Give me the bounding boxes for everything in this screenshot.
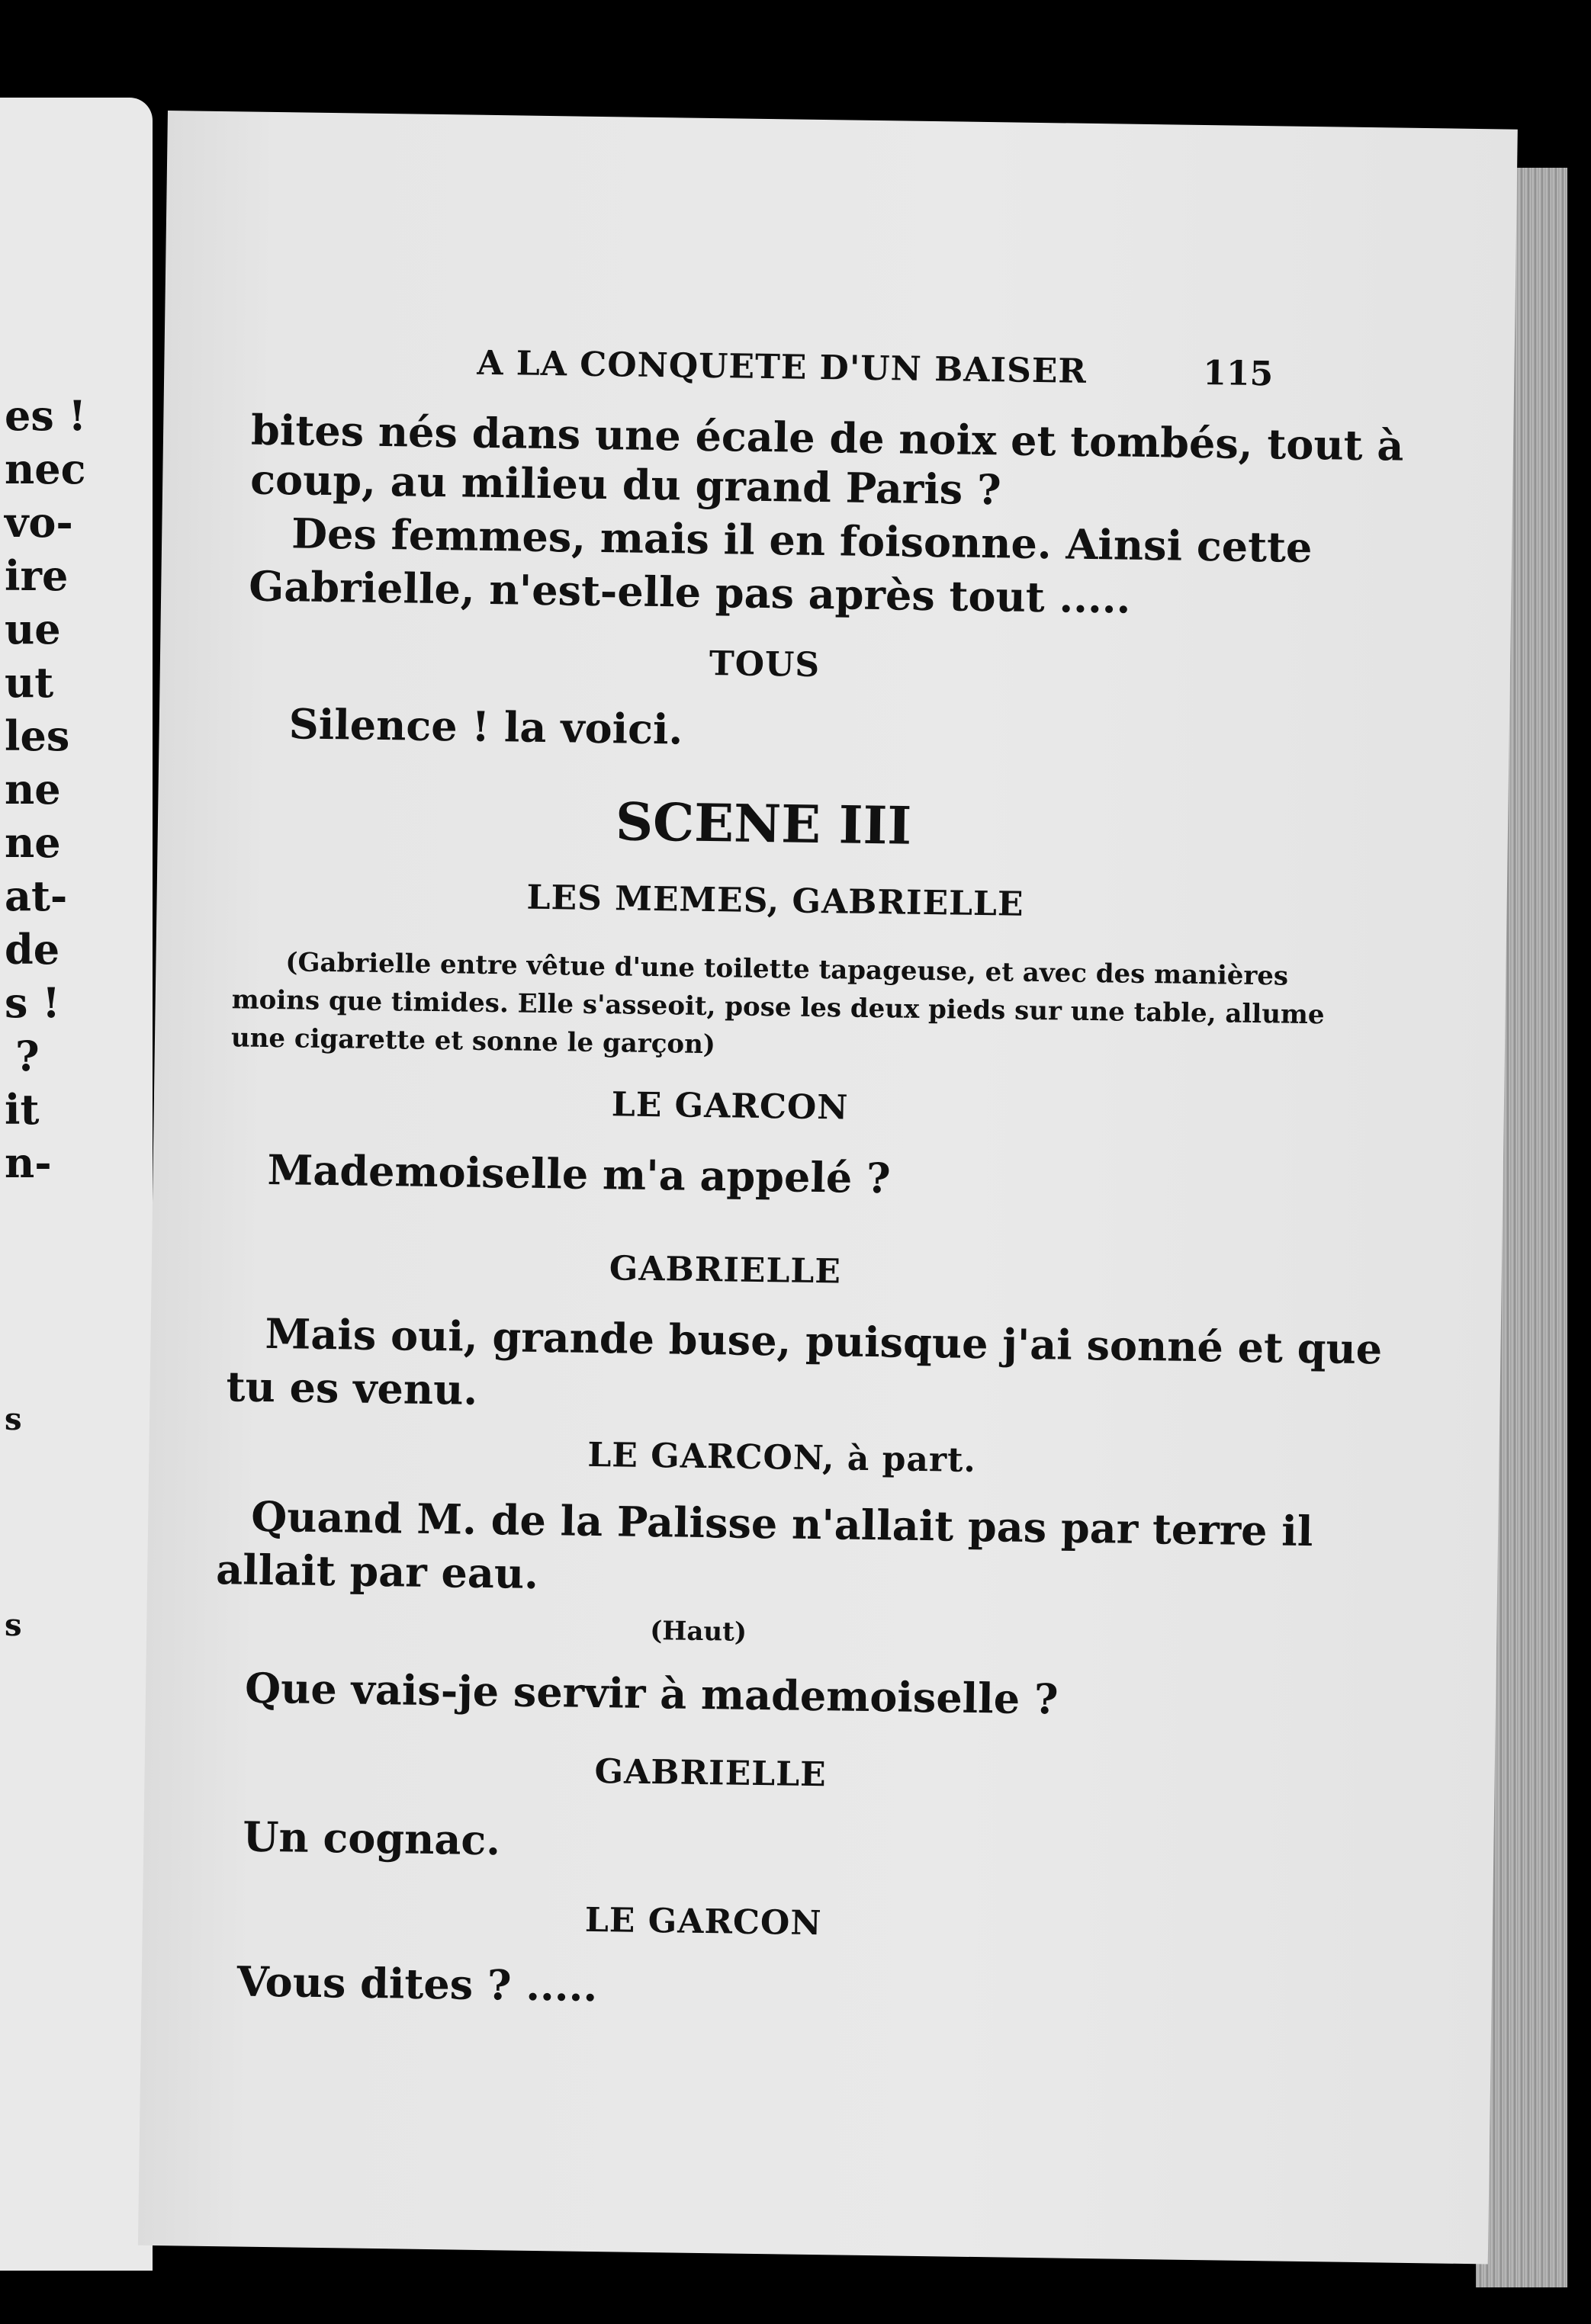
stage-direction: (Haut) — [649, 1616, 747, 1648]
dialogue-line: Quand M. de la Palisse n'allait pas par terre il — [250, 1491, 1313, 1556]
facing-page-fragment — [0, 98, 153, 2271]
fragment-text: s — [5, 1401, 22, 1437]
fragment-text: ? — [15, 1032, 40, 1080]
speaker-name: TOUS — [709, 644, 821, 685]
fragment-text: ire — [5, 551, 69, 600]
text-line: bites nés dans une écale de noix et tombés, tout à — [250, 405, 1404, 470]
fragment-text: it — [5, 1085, 40, 1134]
fragment-text: nec — [5, 445, 86, 493]
stage-direction: (Gabrielle entre vêtue d'une toilette tapageuse, et avec des manières — [285, 947, 1289, 992]
speaker-name: LE GARCON — [611, 1085, 849, 1128]
fragment-text: de — [5, 925, 60, 974]
fragment-text: ue — [5, 605, 61, 653]
fragment-text: vo- — [5, 498, 73, 547]
stage-direction: moins que timides. Elle s'asseoit, pose les deux pieds sur une table, allume — [231, 984, 1325, 1031]
dialogue-line: Que vais-je servir à mademoiselle ? — [244, 1663, 1059, 1724]
speaker-name: LE GARCON, à part. — [587, 1435, 977, 1480]
fragment-text: les — [5, 711, 70, 760]
stage-direction: une cigarette et sonne le garçon) — [230, 1022, 716, 1061]
dialogue-line: Vous dites ? ..... — [236, 1956, 598, 2011]
speaker-name: GABRIELLE — [609, 1249, 842, 1292]
speaker-name: GABRIELLE — [594, 1752, 827, 1795]
dialogue-line: Mademoiselle m'a appelé ? — [267, 1144, 892, 1203]
fragment-text: ut — [5, 658, 54, 707]
fragment-text: ne — [5, 818, 61, 867]
fragment-text: n- — [5, 1138, 52, 1187]
fragment-text: at- — [5, 872, 68, 920]
fragment-text: ne — [5, 765, 61, 814]
dialogue-line: Mais oui, grande buse, puisque j'ai sonné et que — [265, 1308, 1383, 1374]
text-line: coup, au milieu du grand Paris ? — [249, 454, 1002, 515]
scene-characters: LES MEMES, GABRIELLE — [526, 878, 1024, 924]
dialogue-line: allait par eau. — [215, 1545, 539, 1598]
dialogue-line: Un cognac. — [242, 1812, 501, 1865]
page-number: 115 — [1202, 353, 1274, 394]
fragment-text: s — [5, 1607, 22, 1643]
speaker-name: LE GARCON — [584, 1900, 822, 1944]
fragment-text: es ! — [5, 391, 87, 440]
running-header: A LA CONQUETE D'UN BAISER — [477, 343, 1088, 391]
text-line: Des femmes, mais il en foisonne. Ainsi cette — [291, 509, 1313, 573]
text-line: Gabrielle, n'est-elle pas après tout ..... — [248, 561, 1131, 623]
dialogue-line: Silence ! la voici. — [288, 699, 683, 754]
dialogue-line: tu es venu. — [226, 1362, 478, 1414]
fragment-text: s ! — [5, 978, 60, 1027]
book-page — [138, 111, 1518, 2264]
scene-title: SCENE III — [615, 791, 912, 857]
